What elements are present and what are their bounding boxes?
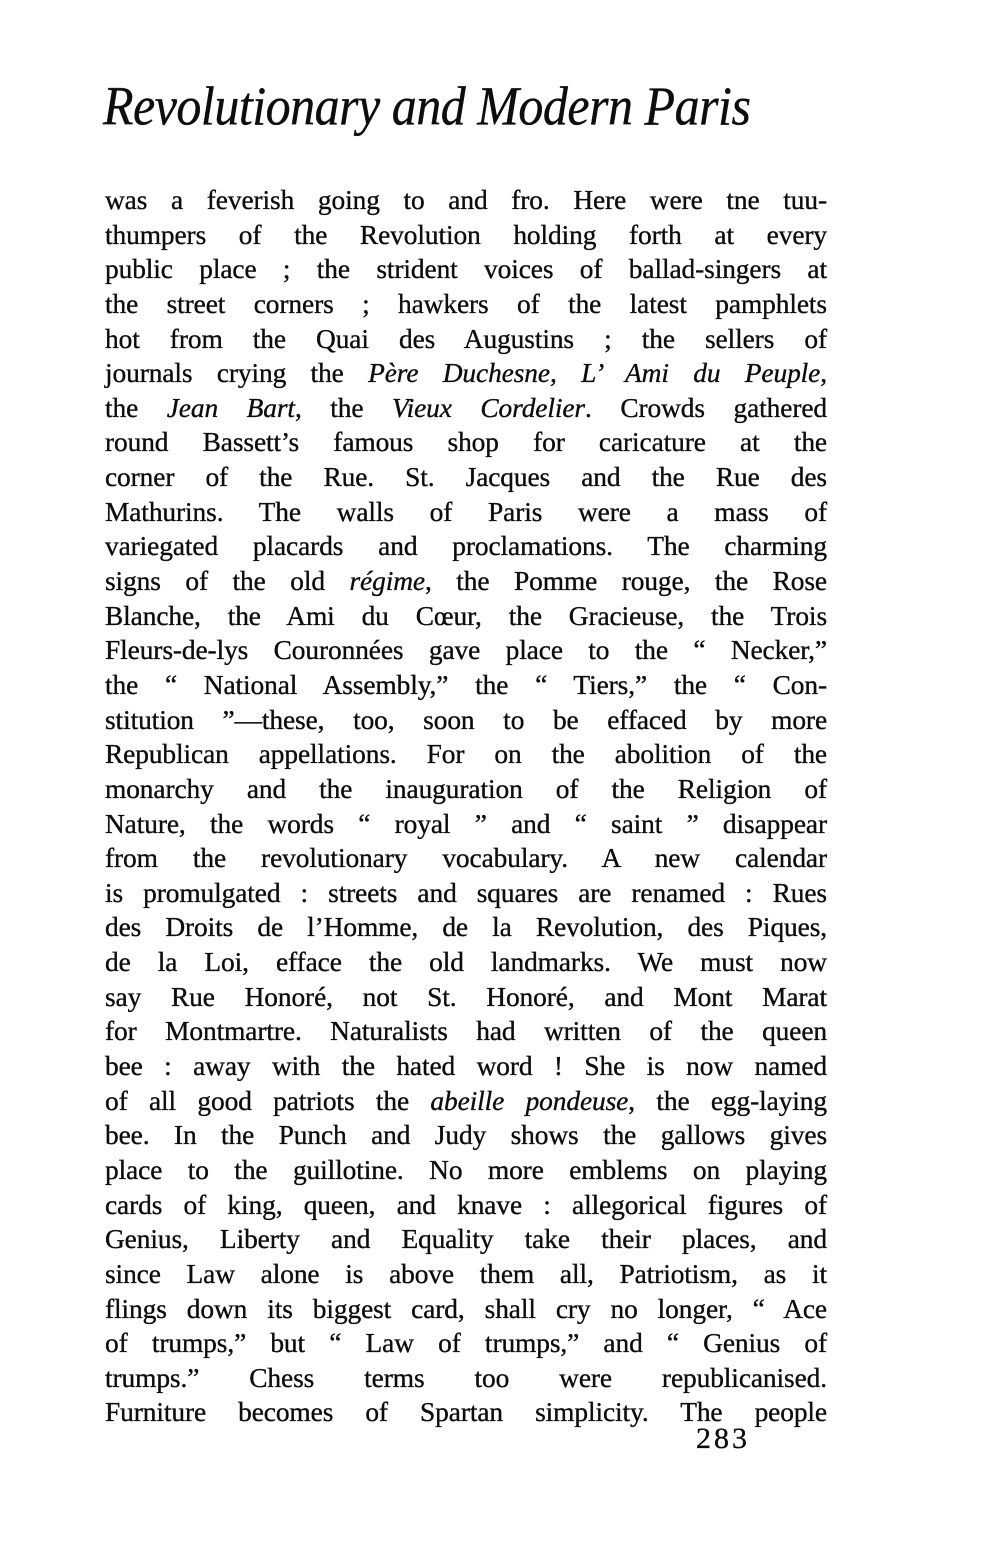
text-run: journals crying the (105, 358, 369, 389)
text-line (105, 287, 827, 322)
text-line (105, 945, 827, 980)
text-run: corner of the Rue. St. Jacques and the Rue des (105, 462, 827, 493)
text-run: public place ; the strident voices of ballad-singers at (105, 254, 827, 285)
text-run: of trumps,” but “ Law of trumps,” and “ Genius of (105, 1328, 827, 1359)
text-line (105, 252, 827, 287)
italic-text-run: régime (349, 566, 425, 597)
text-run: Genius, Liberty and Equality take their places, and (105, 1224, 827, 1255)
text-line (105, 1292, 827, 1327)
text-line (105, 183, 827, 218)
text-line (105, 495, 827, 530)
text-run: stitution ”—these, too, soon to be effaced by more (105, 704, 827, 735)
text-run: des Droits de l’Homme, de la Revolution, des Piques, (105, 912, 827, 943)
italic-text-run: Père Duchesne, L’ Ami du Peuple, (368, 358, 827, 389)
text-line (105, 1361, 827, 1396)
text-run: Mathurins. The walls of Paris were a mass of (105, 496, 827, 527)
italic-text-run: Jean Bart (166, 392, 295, 423)
text-line (105, 876, 827, 911)
text-line (105, 841, 827, 876)
text-line (105, 1118, 827, 1153)
text-run: Fleurs-de-lys Couronnées gave place to the “ Necker,” (105, 635, 827, 666)
text-run: bee. In the Punch and Judy shows the gallows gives (105, 1120, 827, 1151)
text-run: signs of the old (105, 566, 350, 597)
text-run: variegated placards and proclamations. The charming (105, 531, 827, 562)
text-run: cards of king, queen, and knave : allegorical figures of (105, 1189, 827, 1220)
text-run: hot from the Quai des Augustins ; the sellers of (105, 323, 827, 354)
text-run: monarchy and the inauguration of the Religion of (105, 773, 827, 804)
text-line (105, 218, 827, 253)
text-line (105, 391, 827, 426)
text-run: from the revolutionary vocabulary. A new calendar (105, 843, 827, 874)
text-line (105, 1257, 827, 1292)
text-line (105, 599, 827, 634)
text-run: , the egg-laying (628, 1085, 827, 1116)
page-title: Revolutionary and Modern Paris (103, 75, 751, 137)
text-run: place to the guillotine. No more emblems on playing (105, 1154, 827, 1185)
body-text (105, 183, 827, 1430)
text-run: , the Pomme rouge, the Rose (424, 566, 827, 597)
text-line (105, 564, 827, 599)
italic-text-run: Vieux Cordelier (392, 392, 585, 423)
text-run: Blanche, the Ami du Cœur, the Gracieuse, the Trois (105, 600, 827, 631)
text-run: the street corners ; hawkers of the latest pamphlets (105, 288, 827, 319)
text-line (105, 807, 827, 842)
text-line (105, 737, 827, 772)
text-line (105, 668, 827, 703)
text-run: , the (294, 392, 392, 423)
text-line (105, 1222, 827, 1257)
text-line (105, 460, 827, 495)
text-line (105, 1084, 827, 1119)
text-line (105, 772, 827, 807)
text-run: round Bassett’s famous shop for caricature at the (105, 427, 827, 458)
text-line (105, 1049, 827, 1084)
text-run: was a feverish going to and fro. Here were tne tuu- (105, 185, 827, 215)
text-run: Furniture becomes of Spartan simplicity. The people (105, 1397, 827, 1428)
text-line (105, 633, 827, 668)
text-line (105, 1153, 827, 1188)
text-line (105, 1014, 827, 1049)
text-line (105, 529, 827, 564)
text-run: is promulgated : streets and squares are renamed : Rues (105, 877, 827, 908)
text-line (105, 322, 827, 357)
text-run: since Law alone is above them all, Patriotism, as it (105, 1258, 827, 1289)
italic-text-run: abeille pondeuse (430, 1085, 629, 1116)
text-run: trumps.” Chess terms too were republicanised. (105, 1362, 827, 1393)
text-line (105, 425, 827, 460)
text-line (105, 1188, 827, 1223)
text-line (105, 910, 827, 945)
text-run: thumpers of the Revolution holding forth at every (105, 219, 827, 250)
text-run: de la Loi, efface the old landmarks. We must now (105, 947, 827, 978)
text-run: of all good patriots the (105, 1085, 431, 1116)
text-run: Nature, the words “ royal ” and “ saint ” disappear (105, 808, 827, 839)
text-run: the “ National Assembly,” the “ Tiers,” the “ Con- (105, 669, 827, 700)
text-line (105, 356, 827, 391)
text-line (105, 1326, 827, 1361)
text-run: the (105, 392, 167, 423)
page-number: 283 (696, 1422, 750, 1455)
text-run: for Montmartre. Naturalists had written of the queen (105, 1016, 827, 1047)
text-run: . Crowds gathered (585, 392, 828, 423)
text-run: say Rue Honoré, not St. Honoré, and Mont Marat (105, 981, 827, 1012)
text-run: flings down its biggest card, shall cry no longer, “ Ace (105, 1293, 827, 1324)
text-line (105, 980, 827, 1015)
text-run: Republican appellations. For on the abolition of the (105, 739, 827, 770)
text-run: bee : away with the hated word ! She is now named (105, 1051, 827, 1082)
text-line (105, 703, 827, 738)
